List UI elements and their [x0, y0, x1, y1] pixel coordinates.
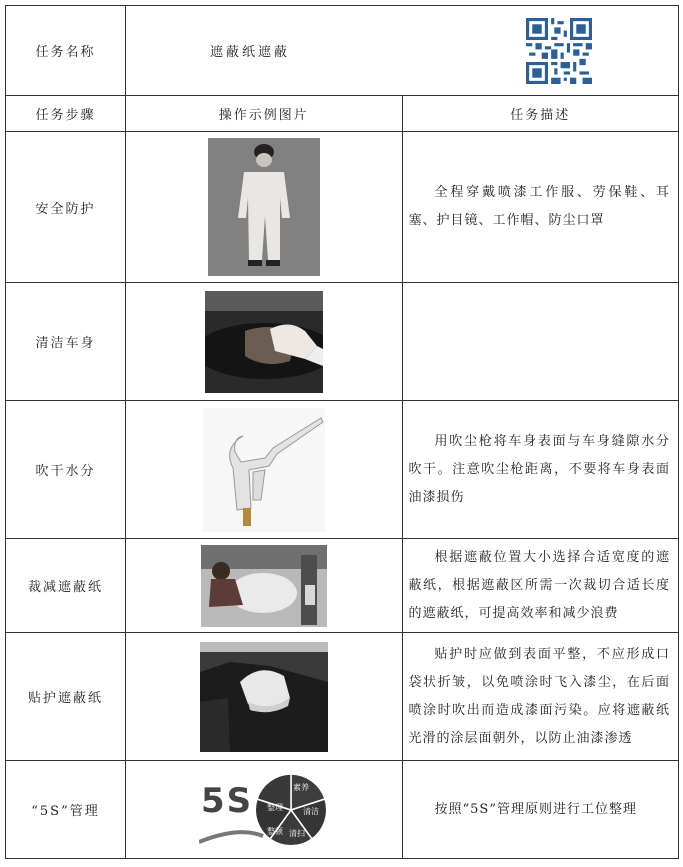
image-cell: [126, 401, 403, 539]
safety-suit-photo: [208, 138, 320, 276]
table-row: [6, 401, 679, 539]
step-label: “5S”管理: [6, 761, 126, 859]
step-desc: 贴护时应做到表面平整，不应形成口袋状折皱，以免喷涂时飞入漆尘，在后面喷涂时吹出而造成漆面污染。应将遮蔽纸光滑的涂层面朝外，以防止油漆渗透: [402, 633, 679, 761]
car-cleaning-photo: [205, 291, 323, 393]
step-label: 清洁车身: [6, 283, 126, 401]
qr-code-icon: [526, 18, 592, 84]
step-label: 安全防护: [6, 132, 126, 283]
image-cell: [126, 539, 403, 633]
segment-label: 清洁: [302, 806, 319, 816]
table-row: [6, 132, 679, 283]
image-cell: [126, 132, 403, 283]
col-image: 操作示例图片: [126, 96, 403, 132]
table-row: [6, 761, 679, 859]
step-desc: [402, 283, 679, 401]
step-desc: 按照“5S”管理原则进行工位整理: [402, 761, 679, 859]
image-cell: [126, 283, 403, 401]
air-blow-gun-photo: [203, 408, 325, 532]
image-cell: [126, 761, 403, 859]
five-s-logo: 5S: [200, 780, 253, 821]
image-cell: [126, 633, 403, 761]
task-name-value: 遮蔽纸遮蔽: [210, 45, 291, 60]
step-label: 贴护遮蔽纸: [6, 633, 126, 761]
applying-paper-photo: [200, 642, 328, 752]
task-name-label: 任务名称: [6, 6, 126, 96]
step-label: 裁减遮蔽纸: [6, 539, 126, 633]
header-row: [6, 6, 679, 96]
table-row: [6, 539, 679, 633]
segment-label: 清扫: [288, 828, 305, 838]
table-row: [6, 283, 679, 401]
column-header-row: [6, 96, 679, 132]
table-row: [6, 633, 679, 761]
col-desc: 任务描述: [402, 96, 679, 132]
step-desc: 全程穿戴喷漆工作服、劳保鞋、耳塞、护目镜、工作帽、防尘口罩: [402, 132, 679, 283]
step-desc: 用吹尘枪将车身表面与车身缝隙水分吹干。注意吹尘枪距离，不要将车身表面油漆损伤: [402, 401, 679, 539]
step-label: 吹干水分: [6, 401, 126, 539]
task-name-cell: [126, 6, 679, 96]
step-desc: 根据遮蔽位置大小选择合适宽度的遮蔽纸，根据遮蔽区所需一次裁切合适长度的遮蔽纸，可提高效率和减少浪费: [402, 539, 679, 633]
col-step: 任务步骤: [6, 96, 126, 132]
task-table: [5, 5, 679, 859]
segment-label: 整理: [266, 802, 283, 812]
segment-label: 素养: [292, 782, 309, 792]
five-s-diagram: [199, 770, 329, 850]
cutting-paper-photo: [201, 545, 327, 627]
segment-label: 整顿: [266, 826, 283, 836]
